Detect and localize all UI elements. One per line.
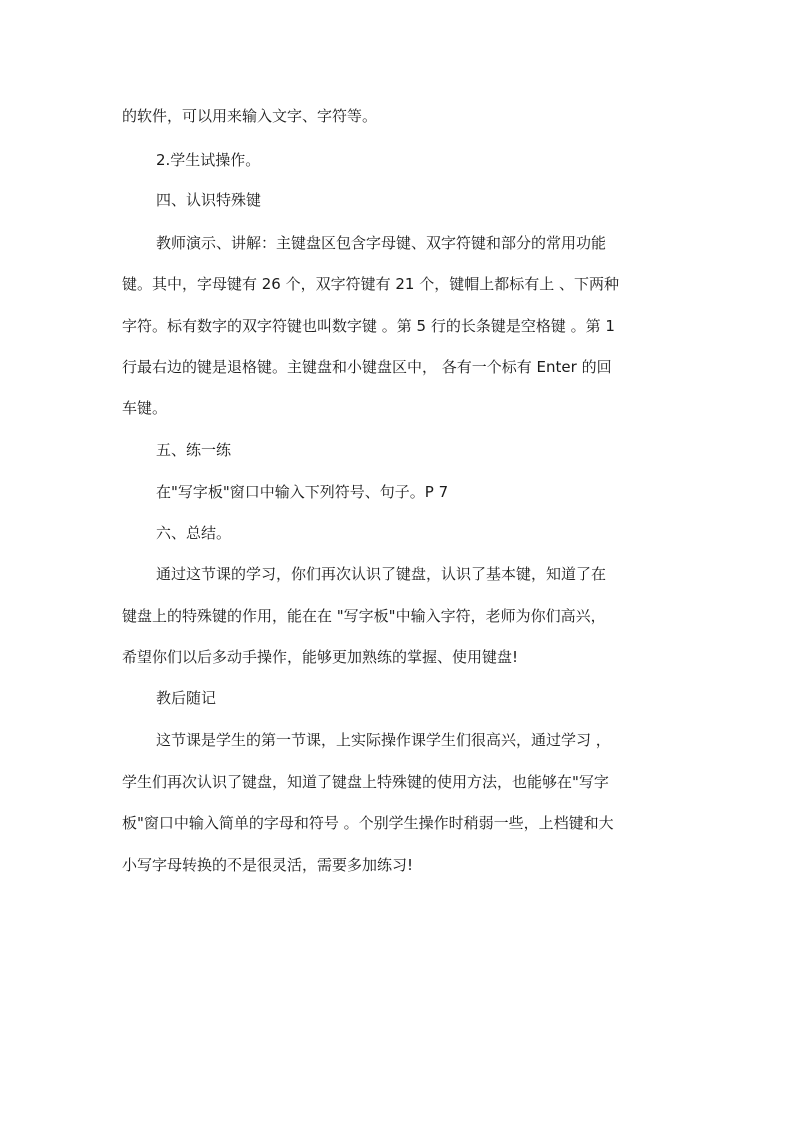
paragraph-line: 这节课是学生的第一节课，上实际操作课学生们很高兴，通过学习 ， — [156, 731, 611, 749]
paragraph-line: 键。其中，字母键有 26 个，双字符键有 21 个，键帽上都标有上 、下两种 — [122, 275, 620, 293]
section-heading: 六、总结。 — [156, 524, 232, 542]
paragraph-line: 2.学生试操作。 — [156, 151, 261, 169]
paragraph-line: 行最右边的键是退格键。主键盘和小键盘区中， 各有一个标有 Enter 的回 — [122, 358, 612, 376]
paragraph-line: 的软件，可以用来输入文字、字符等。 — [122, 107, 378, 125]
paragraph-line: 板"窗口中输入简单的字母和符号 。个别学生操作时稍弱一些，上档键和大 — [122, 814, 614, 832]
paragraph-line: 希望你们以后多动手操作，能够更加熟练的掌握、使用键盘! — [122, 648, 519, 666]
paragraph-line: 教师演示、讲解：主键盘区包含字母键、双字符键和部分的常用功能 — [156, 234, 607, 252]
paragraph-line: 字符。标有数字的双字符键也叫数字键 。第 5 行的长条键是空格键 。第 1 — [122, 317, 615, 335]
paragraph-line: 在"写字板"窗口中输入下列符号、句子。P 7 — [156, 483, 449, 501]
section-heading: 四、认识特殊键 — [156, 191, 262, 209]
paragraph-line: 通过这节课的学习，你们再次认识了键盘，认识了基本键，知道了在 — [156, 565, 607, 583]
paragraph-line: 键盘上的特殊键的作用，能在在 "写字板"中输入字符，老师为你们高兴， — [122, 607, 606, 625]
section-heading: 教后随记 — [156, 689, 217, 707]
section-heading: 五、练一练 — [156, 441, 232, 459]
paragraph-line: 小写字母转换的不是很灵活，需要多加练习! — [122, 856, 414, 874]
paragraph-line: 车键。 — [122, 399, 168, 417]
paragraph-line: 学生们再次认识了键盘，知道了键盘上特殊键的使用方法，也能够在"写字 — [122, 773, 609, 791]
